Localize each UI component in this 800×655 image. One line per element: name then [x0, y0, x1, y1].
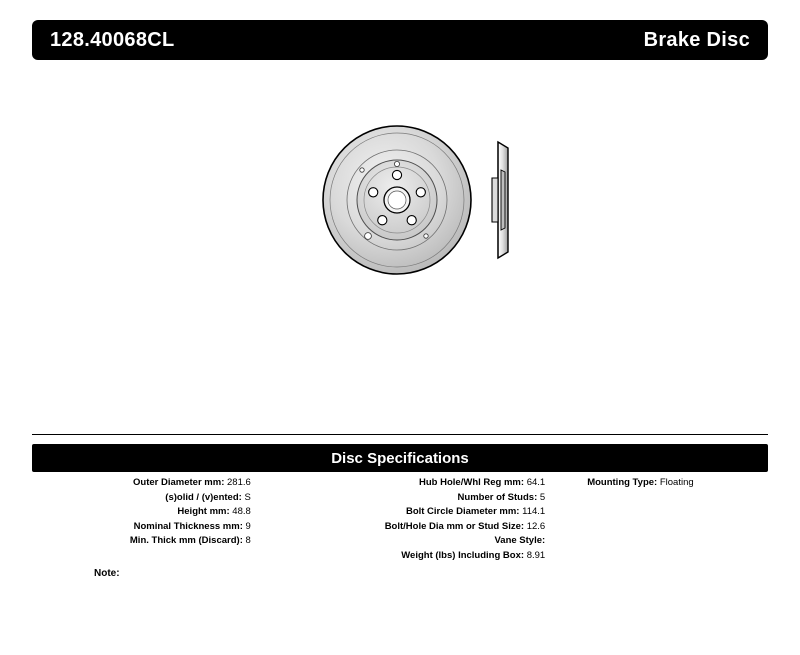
- spec-value: 8: [245, 535, 251, 546]
- spec-label: Height mm:: [177, 506, 230, 517]
- spec-label: Vane Style:: [494, 535, 546, 546]
- spec-label: Outer Diameter mm:: [133, 477, 225, 488]
- spec-value: 64.1: [526, 477, 546, 488]
- page-title: Brake Disc: [643, 28, 750, 51]
- spec-value: Floating: [659, 477, 694, 488]
- spec-row: [253, 491, 547, 506]
- spec-label: Number of Studs:: [457, 491, 538, 503]
- spec-row: [253, 505, 547, 520]
- spec-value: 48.8: [232, 506, 251, 517]
- spec-row: [32, 491, 253, 506]
- spec-table: [32, 472, 768, 602]
- spec-row: [32, 476, 253, 491]
- spec-value: 281.6: [227, 477, 251, 488]
- note-label: Note:: [94, 568, 120, 579]
- header-bar: [32, 20, 768, 60]
- rotor-face: [323, 126, 471, 274]
- spec-label: Nominal Thickness mm:: [133, 520, 243, 532]
- spec-value: 114.1: [522, 506, 546, 517]
- spec-label: Hub Hole/Whl Reg mm:: [419, 477, 525, 488]
- spec-label: Weight (lbs) Including Box:: [401, 549, 525, 561]
- spec-label: Bolt/Hole Dia mm or Stud Size:: [384, 520, 525, 532]
- spec-row: [253, 520, 547, 535]
- spec-value: 5: [539, 491, 546, 503]
- spec-label: (s)olid / (v)ented:: [165, 491, 242, 503]
- spec-row: [253, 476, 547, 491]
- spec-label: Min. Thick mm (Discard):: [129, 535, 243, 546]
- section-divider: [32, 434, 768, 435]
- spec-row: [547, 476, 768, 491]
- spec-column-middle: [253, 472, 547, 602]
- product-image-area: [32, 80, 768, 410]
- spec-value: 8.91: [526, 549, 546, 561]
- rotor-edge-view: [492, 142, 508, 258]
- spec-row: [32, 520, 253, 535]
- spec-row: [32, 505, 253, 520]
- spec-value: 12.6: [526, 520, 546, 532]
- spec-value: 9: [245, 520, 251, 532]
- spec-label: Mounting Type:: [587, 477, 658, 488]
- spec-row: [253, 549, 547, 564]
- spec-column-left: [32, 472, 253, 602]
- spec-row: [32, 534, 253, 549]
- spec-column-right: [547, 472, 768, 602]
- spec-section-header: [32, 444, 768, 472]
- spec-label: Bolt Circle Diameter mm:: [405, 506, 520, 517]
- note-row: [32, 568, 394, 579]
- spec-section-title: Disc Specifications: [331, 449, 469, 467]
- spec-row: [253, 534, 547, 549]
- part-number: 128.40068CL: [50, 28, 175, 51]
- spec-value: S: [244, 491, 251, 503]
- brake-rotor-diagram: [302, 100, 562, 300]
